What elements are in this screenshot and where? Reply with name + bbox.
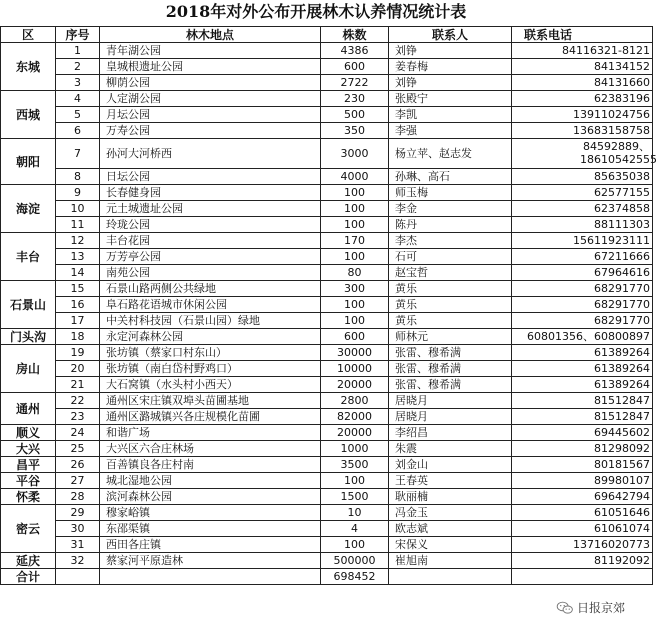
phone-cell [512,313,653,329]
number-cell: 18 [56,329,100,345]
table-row [1,217,653,233]
contact-cell: 李杰 [389,233,512,249]
phone-cell [512,43,653,59]
district-cell: 石景山 [1,281,56,329]
location-cell: 穆家峪镇 [100,505,321,521]
table-row [1,457,653,473]
phone-text: 88111303 [594,217,650,231]
count-cell: 10000 [321,361,389,377]
contact-cell: 刘金山 [389,457,512,473]
contact-cell: 崔旭南 [389,553,512,569]
contact-cell: 黄乐 [389,281,512,297]
count-cell: 3500 [321,457,389,473]
phone-cell [512,91,653,107]
district-cell: 海淀 [1,185,56,233]
header-phone: 联系电话 [512,27,653,43]
phone-cell [512,441,653,457]
phone-cell [512,489,653,505]
location-cell: 通州区潞城镇兴各庄规模化苗圃 [100,409,321,425]
count-cell: 4 [321,521,389,537]
count-cell: 100 [321,185,389,201]
count-cell: 10 [321,505,389,521]
location-cell: 中关村科技园（石景山园）绿地 [100,313,321,329]
count-cell: 100 [321,297,389,313]
number-cell: 26 [56,457,100,473]
table-header-row [1,27,653,43]
count-cell: 500 [321,107,389,123]
number-cell: 30 [56,521,100,537]
total-empty-number [56,569,100,585]
district-cell: 顺义 [1,425,56,441]
phone-cell [512,409,653,425]
phone-cell [512,345,653,361]
district-cell: 房山 [1,345,56,393]
table-row [1,169,653,185]
number-cell: 22 [56,393,100,409]
location-cell: 张坊镇（蔡家口村东山） [100,345,321,361]
number-cell: 24 [56,425,100,441]
table-row [1,201,653,217]
table-row [1,123,653,139]
count-cell: 20000 [321,425,389,441]
phone-cell [512,233,653,249]
table-row [1,107,653,123]
table-row [1,233,653,249]
contact-cell: 欧志斌 [389,521,512,537]
count-cell: 100 [321,537,389,553]
phone-cell [512,169,653,185]
table-row [1,393,653,409]
location-cell: 元土城遗址公园 [100,201,321,217]
phone-cell [512,361,653,377]
number-cell: 5 [56,107,100,123]
district-cell: 丰台 [1,233,56,281]
phone-cell [512,329,653,345]
location-cell: 皇城根遗址公园 [100,59,321,75]
location-cell: 日坛公园 [100,169,321,185]
number-cell: 27 [56,473,100,489]
phone-text: 61051646 [594,505,650,519]
phone-text: 81298092 [594,441,650,455]
statistics-table [0,26,657,585]
page-title: 2018年对外公布开展林木认养情况统计表 [165,2,467,21]
phone-text: 84116321-8121 [562,43,650,57]
number-cell: 20 [56,361,100,377]
contact-cell: 孙琳、高石 [389,169,512,185]
contact-cell: 李金 [389,201,512,217]
table-row [1,265,653,281]
table-row [1,297,653,313]
contact-cell: 姜春梅 [389,59,512,75]
number-cell: 32 [56,553,100,569]
district-cell: 西城 [1,91,56,139]
table-row [1,553,653,569]
phone-cell [512,553,653,569]
contact-cell: 居晓月 [389,409,512,425]
phone-text: 68291770 [594,297,650,311]
phone-text: 61389264 [594,345,650,359]
total-count: 698452 [321,569,389,585]
table-row [1,409,653,425]
count-cell: 80 [321,265,389,281]
phone-text: 84131660 [594,75,650,89]
count-cell: 2800 [321,393,389,409]
number-cell: 14 [56,265,100,281]
phone-text: 60801356、60800897 [527,329,650,343]
number-cell: 19 [56,345,100,361]
number-cell: 9 [56,185,100,201]
contact-cell: 李绍昌 [389,425,512,441]
count-cell: 600 [321,329,389,345]
table-row [1,537,653,553]
location-cell: 青年湖公园 [100,43,321,59]
phone-cell [512,59,653,75]
count-cell: 170 [321,233,389,249]
watermark-text: 日报京郊 [576,601,625,615]
count-cell: 100 [321,217,389,233]
contact-cell: 师林元 [389,329,512,345]
phone-cell [512,297,653,313]
count-cell: 4000 [321,169,389,185]
contact-cell: 李凯 [389,107,512,123]
total-empty-phone [512,569,653,585]
number-cell: 29 [56,505,100,521]
contact-cell: 黄乐 [389,313,512,329]
district-cell: 密云 [1,505,56,553]
total-empty-contact [389,569,512,585]
phone-text: 61061074 [594,521,650,535]
contact-cell: 黄乐 [389,297,512,313]
location-cell: 东邵渠镇 [100,521,321,537]
count-cell: 2722 [321,75,389,91]
total-label: 合计 [1,569,56,585]
location-cell: 月坛公园 [100,107,321,123]
total-row [1,569,653,585]
count-cell: 300 [321,281,389,297]
location-cell: 蔡家河平原造林 [100,553,321,569]
number-cell: 25 [56,441,100,457]
location-cell: 张坊镇（南白岱村野鸡口） [100,361,321,377]
phone-text: 69445602 [594,425,650,439]
location-cell: 长春健身园 [100,185,321,201]
location-cell: 南苑公园 [100,265,321,281]
watermark [553,598,628,617]
contact-cell: 杨立苹、赵志发 [389,139,512,169]
contact-cell: 张殿宁 [389,91,512,107]
number-cell: 15 [56,281,100,297]
table-row [1,473,653,489]
number-cell: 10 [56,201,100,217]
location-cell: 城北湿地公园 [100,473,321,489]
district-cell: 平谷 [1,473,56,489]
location-cell: 万寿公园 [100,123,321,139]
phone-text: 69642794 [594,489,650,503]
number-cell: 17 [56,313,100,329]
number-cell: 7 [56,139,100,169]
number-cell: 13 [56,249,100,265]
table-row [1,489,653,505]
phone-text: 68291770 [594,281,650,295]
district-cell: 昌平 [1,457,56,473]
phone-text: 13683158758 [573,123,650,137]
phone-text: 13716020773 [573,537,650,551]
phone-text: 62374858 [594,201,650,215]
location-cell: 孙河大河桥西 [100,139,321,169]
phone-text: 81512847 [594,409,650,423]
phone-cell [512,123,653,139]
phone-cell [512,281,653,297]
wechat-icon [556,601,574,615]
contact-cell: 张雷、穆希满 [389,345,512,361]
phone-cell [512,185,653,201]
contact-cell: 冯金玉 [389,505,512,521]
phone-cell [512,75,653,91]
number-cell: 28 [56,489,100,505]
phone-cell [512,425,653,441]
table-row [1,329,653,345]
table-row [1,139,653,169]
count-cell: 4386 [321,43,389,59]
location-cell: 和谐广场 [100,425,321,441]
phone-text: 80181567 [594,457,650,471]
header-count: 株数 [321,27,389,43]
location-cell: 西田各庄镇 [100,537,321,553]
total-empty-location [100,569,321,585]
location-cell: 通州区宋庄镇双埠头苗圃基地 [100,393,321,409]
contact-cell: 耿丽楠 [389,489,512,505]
district-cell: 延庆 [1,553,56,569]
phone-cell [512,521,653,537]
phone-cell [512,377,653,393]
table-row [1,249,653,265]
phone-text: 84134152 [594,59,650,73]
location-cell: 玲珑公园 [100,217,321,233]
number-cell: 11 [56,217,100,233]
table-row [1,59,653,75]
phone-text: 13911024756 [573,107,650,121]
location-cell: 百善镇良各庄村南 [100,457,321,473]
location-cell: 石景山路两侧公共绿地 [100,281,321,297]
phone-text: 15611923111 [573,233,650,247]
location-cell: 大石窝镇（水头村小西天） [100,377,321,393]
table-row [1,505,653,521]
phone-text: 67964616 [594,265,650,279]
contact-cell: 李强 [389,123,512,139]
number-cell: 23 [56,409,100,425]
count-cell: 600 [321,59,389,75]
phone-cell [512,393,653,409]
number-cell: 1 [56,43,100,59]
phone-cell [512,201,653,217]
count-cell: 100 [321,473,389,489]
location-cell: 丰台花园 [100,233,321,249]
phone-text: 61389264 [594,377,650,391]
header-contact: 联系人 [389,27,512,43]
count-cell: 100 [321,201,389,217]
header-location: 林木地点 [100,27,321,43]
phone-text: 61389264 [594,361,650,375]
phone-text: 81512847 [594,393,650,407]
phone-cell [512,537,653,553]
contact-cell: 宋保义 [389,537,512,553]
table-row [1,91,653,107]
table-row [1,75,653,91]
number-cell: 4 [56,91,100,107]
count-cell: 500000 [321,553,389,569]
contact-cell: 朱震 [389,441,512,457]
contact-cell: 赵宝哲 [389,265,512,281]
table-row [1,425,653,441]
phone-cell [512,217,653,233]
number-cell: 21 [56,377,100,393]
location-cell: 万芳亭公园 [100,249,321,265]
phone-text: 84592889、18610542555 [580,140,657,166]
header-district: 区 [1,27,56,43]
location-cell: 永定河森林公园 [100,329,321,345]
phone-text: 62383196 [594,91,650,105]
count-cell: 1000 [321,441,389,457]
district-cell: 东城 [1,43,56,91]
location-cell: 滨河森林公园 [100,489,321,505]
phone-text: 81192092 [594,553,650,567]
location-cell: 柳荫公园 [100,75,321,91]
location-cell: 人定湖公园 [100,91,321,107]
number-cell: 6 [56,123,100,139]
count-cell: 100 [321,313,389,329]
number-cell: 3 [56,75,100,91]
table-row [1,43,653,59]
count-cell: 82000 [321,409,389,425]
contact-cell: 陈丹 [389,217,512,233]
phone-cell [512,457,653,473]
location-cell: 大兴区六合庄林场 [100,441,321,457]
table-row [1,185,653,201]
location-cell: 阜石路花语城市休闲公园 [100,297,321,313]
district-cell: 通州 [1,393,56,425]
district-cell: 怀柔 [1,489,56,505]
phone-text: 62577155 [594,185,650,199]
contact-cell: 石可 [389,249,512,265]
contact-cell: 张雷、穆希满 [389,377,512,393]
phone-text: 67211666 [594,249,650,263]
count-cell: 20000 [321,377,389,393]
table-row [1,361,653,377]
table-row [1,521,653,537]
phone-cell [512,473,653,489]
header-number: 序号 [56,27,100,43]
phone-text: 89980107 [594,473,650,487]
phone-cell [512,265,653,281]
table-row [1,441,653,457]
count-cell: 230 [321,91,389,107]
number-cell: 8 [56,169,100,185]
count-cell: 350 [321,123,389,139]
contact-cell: 师玉梅 [389,185,512,201]
table-row [1,313,653,329]
count-cell: 1500 [321,489,389,505]
count-cell: 3000 [321,139,389,169]
table-row [1,377,653,393]
contact-cell: 居晓月 [389,393,512,409]
table-row [1,345,653,361]
phone-text: 68291770 [594,313,650,327]
phone-text: 85635038 [594,169,650,183]
count-cell: 30000 [321,345,389,361]
table-row [1,281,653,297]
district-cell: 门头沟 [1,329,56,345]
contact-cell: 刘铮 [389,43,512,59]
district-cell: 朝阳 [1,139,56,185]
phone-cell [512,249,653,265]
contact-cell: 张雷、穆希满 [389,361,512,377]
number-cell: 16 [56,297,100,313]
phone-cell [512,139,657,169]
number-cell: 2 [56,59,100,75]
number-cell: 12 [56,233,100,249]
number-cell: 31 [56,537,100,553]
phone-cell [512,107,653,123]
count-cell: 100 [321,249,389,265]
district-cell: 大兴 [1,441,56,457]
contact-cell: 刘铮 [389,75,512,91]
phone-cell [512,505,653,521]
contact-cell: 王春英 [389,473,512,489]
